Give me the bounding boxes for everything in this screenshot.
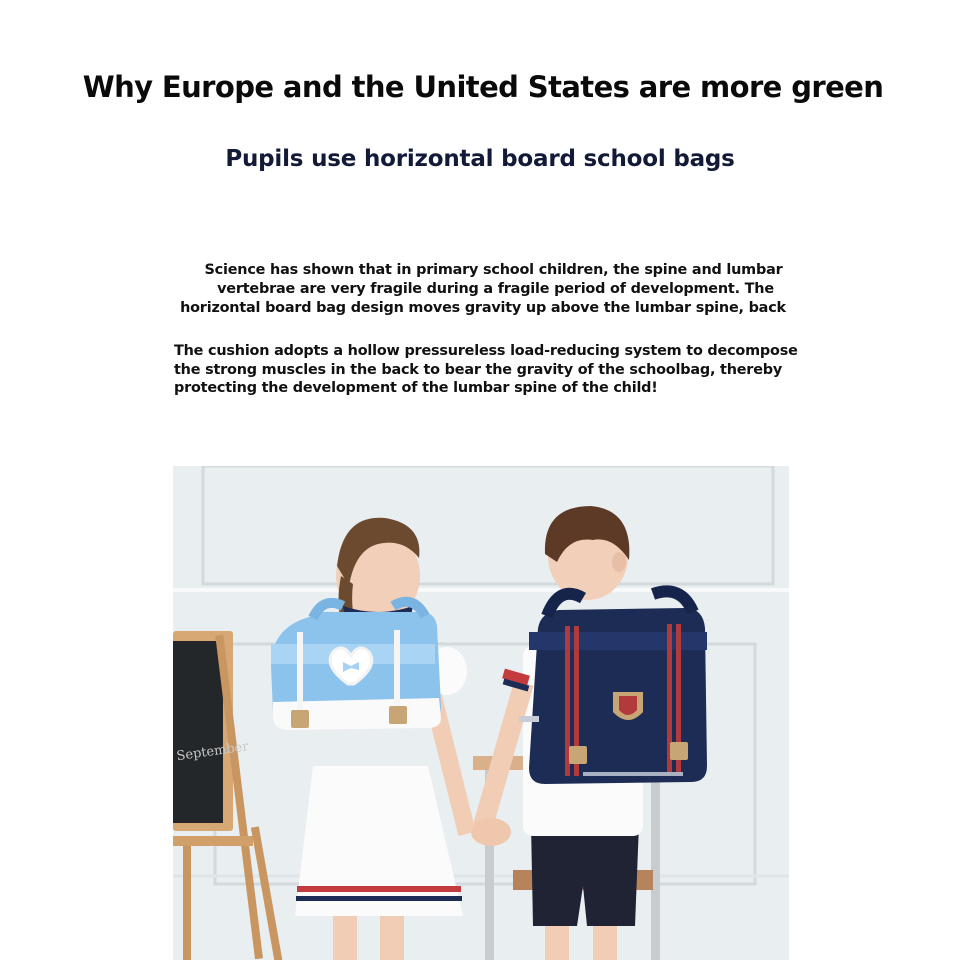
navy-schoolbag bbox=[519, 591, 707, 784]
page-title: Why Europe and the United States are more green bbox=[82, 70, 884, 104]
paragraph-2-line-2: the strong muscles in the back to bear the gravity of the schoolbag, thereby bbox=[174, 361, 783, 378]
paragraph-2-line-1: The cushion adopts a hollow pressureless load-reducing system to decompose bbox=[174, 343, 798, 359]
held-hands bbox=[471, 818, 511, 846]
description-paragraph-2 bbox=[174, 342, 798, 398]
paragraph-1-line-1: Science has shown that in primary school children, the spine and lumbar bbox=[204, 262, 783, 278]
description-paragraph-1 bbox=[170, 261, 796, 318]
chalkboard-writing: September bbox=[175, 739, 250, 765]
paragraph-1-line-3: horizontal board bag design moves gravity up above the lumbar spine, back bbox=[180, 300, 786, 316]
paragraph-1-line-2: vertebrae are very fragile during a fragile period of development. The bbox=[217, 281, 774, 297]
chalkboard bbox=[173, 641, 223, 823]
page-subtitle: Pupils use horizontal board school bags bbox=[225, 146, 735, 172]
photo-scene bbox=[173, 466, 789, 960]
paragraph-2-line-3: protecting the development of the lumbar spine of the child! bbox=[174, 380, 658, 396]
product-photo-children-with-schoolbags bbox=[173, 466, 789, 960]
